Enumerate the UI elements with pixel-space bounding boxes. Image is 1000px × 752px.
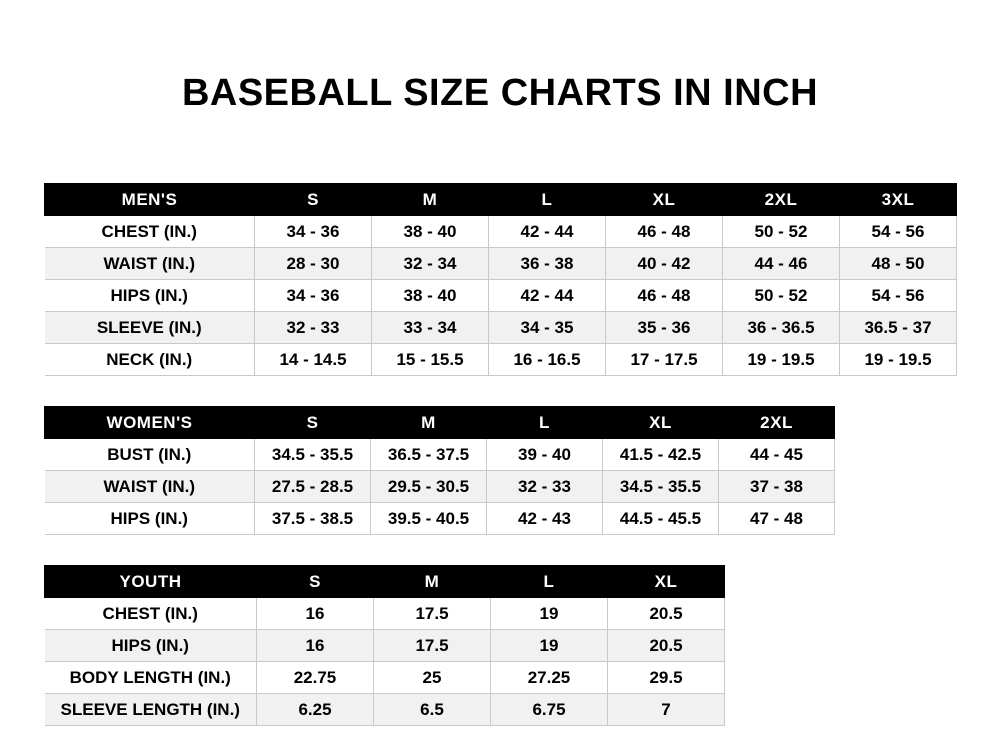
womens-header-2xl: 2XL xyxy=(719,407,835,439)
cell-value: 27.5 - 28.5 xyxy=(255,471,371,503)
mens-header-xl: XL xyxy=(606,184,723,216)
youth-header-xl: XL xyxy=(608,566,725,598)
cell-value: 34.5 - 35.5 xyxy=(255,439,371,471)
cell-value: 47 - 48 xyxy=(719,503,835,535)
table-row xyxy=(45,662,725,694)
row-label-sleeve-length: SLEEVE LENGTH (IN.) xyxy=(45,694,257,726)
row-label-waist: WAIST (IN.) xyxy=(45,248,255,280)
cell-value: 34 - 36 xyxy=(255,280,372,312)
youth-header-l: L xyxy=(491,566,608,598)
page-title: BASEBALL SIZE CHARTS IN INCH xyxy=(181,72,819,114)
cell-value: 19 xyxy=(491,630,608,662)
cell-value: 37 - 38 xyxy=(719,471,835,503)
womens-header-title: WOMEN'S xyxy=(45,407,255,439)
cell-value: 42 - 43 xyxy=(487,503,603,535)
table-row xyxy=(45,503,835,535)
table-row xyxy=(45,694,725,726)
cell-value: 38 - 40 xyxy=(372,280,489,312)
mens-size-table xyxy=(44,183,957,376)
cell-value: 39.5 - 40.5 xyxy=(371,503,487,535)
mens-header-l: L xyxy=(489,184,606,216)
cell-value: 16 - 16.5 xyxy=(489,344,606,376)
cell-value: 36.5 - 37 xyxy=(840,312,957,344)
cell-value: 32 - 33 xyxy=(487,471,603,503)
womens-size-table xyxy=(44,406,835,535)
cell-value: 39 - 40 xyxy=(487,439,603,471)
cell-value: 36 - 36.5 xyxy=(723,312,840,344)
cell-value: 17 - 17.5 xyxy=(606,344,723,376)
cell-value: 48 - 50 xyxy=(840,248,957,280)
cell-value: 50 - 52 xyxy=(723,280,840,312)
womens-header-l: L xyxy=(487,407,603,439)
cell-value: 32 - 34 xyxy=(372,248,489,280)
row-label-body-length: BODY LENGTH (IN.) xyxy=(45,662,257,694)
cell-value: 28 - 30 xyxy=(255,248,372,280)
cell-value: 6.5 xyxy=(374,694,491,726)
table-header-row xyxy=(45,184,957,216)
tables-container xyxy=(0,183,1000,726)
cell-value: 36 - 38 xyxy=(489,248,606,280)
youth-header-s: S xyxy=(257,566,374,598)
cell-value: 50 - 52 xyxy=(723,216,840,248)
row-label-neck: NECK (IN.) xyxy=(45,344,255,376)
cell-value: 22.75 xyxy=(257,662,374,694)
mens-header-title: MEN'S xyxy=(45,184,255,216)
cell-value: 17.5 xyxy=(374,630,491,662)
row-label-bust: BUST (IN.) xyxy=(45,439,255,471)
table-row xyxy=(45,280,957,312)
cell-value: 33 - 34 xyxy=(372,312,489,344)
cell-value: 42 - 44 xyxy=(489,216,606,248)
cell-value: 46 - 48 xyxy=(606,216,723,248)
table-row xyxy=(45,630,725,662)
cell-value: 34.5 - 35.5 xyxy=(603,471,719,503)
table-row xyxy=(45,312,957,344)
cell-value: 6.25 xyxy=(257,694,374,726)
cell-value: 35 - 36 xyxy=(606,312,723,344)
youth-size-table xyxy=(44,565,725,726)
cell-value: 29.5 xyxy=(608,662,725,694)
row-label-hips: HIPS (IN.) xyxy=(45,630,257,662)
cell-value: 54 - 56 xyxy=(840,216,957,248)
cell-value: 29.5 - 30.5 xyxy=(371,471,487,503)
womens-header-s: S xyxy=(255,407,371,439)
cell-value: 40 - 42 xyxy=(606,248,723,280)
row-label-sleeve: SLEEVE (IN.) xyxy=(45,312,255,344)
mens-header-s: S xyxy=(255,184,372,216)
table-row xyxy=(45,248,957,280)
cell-value: 34 - 35 xyxy=(489,312,606,344)
table-row xyxy=(45,598,725,630)
womens-header-m: M xyxy=(371,407,487,439)
cell-value: 42 - 44 xyxy=(489,280,606,312)
row-label-chest: CHEST (IN.) xyxy=(45,598,257,630)
cell-value: 17.5 xyxy=(374,598,491,630)
cell-value: 44 - 46 xyxy=(723,248,840,280)
table-row xyxy=(45,439,835,471)
table-header-row xyxy=(45,407,835,439)
row-label-waist: WAIST (IN.) xyxy=(45,471,255,503)
cell-value: 20.5 xyxy=(608,630,725,662)
mens-header-2xl: 2XL xyxy=(723,184,840,216)
cell-value: 41.5 - 42.5 xyxy=(603,439,719,471)
table-row xyxy=(45,344,957,376)
cell-value: 19 - 19.5 xyxy=(840,344,957,376)
cell-value: 16 xyxy=(257,598,374,630)
table-row xyxy=(45,216,957,248)
cell-value: 32 - 33 xyxy=(255,312,372,344)
mens-header-3xl: 3XL xyxy=(840,184,957,216)
cell-value: 27.25 xyxy=(491,662,608,694)
cell-value: 14 - 14.5 xyxy=(255,344,372,376)
cell-value: 44.5 - 45.5 xyxy=(603,503,719,535)
cell-value: 20.5 xyxy=(608,598,725,630)
cell-value: 34 - 36 xyxy=(255,216,372,248)
table-row xyxy=(45,471,835,503)
cell-value: 15 - 15.5 xyxy=(372,344,489,376)
cell-value: 46 - 48 xyxy=(606,280,723,312)
cell-value: 19 - 19.5 xyxy=(723,344,840,376)
youth-header-title: YOUTH xyxy=(45,566,257,598)
row-label-hips: HIPS (IN.) xyxy=(45,503,255,535)
row-label-hips: HIPS (IN.) xyxy=(45,280,255,312)
cell-value: 16 xyxy=(257,630,374,662)
cell-value: 38 - 40 xyxy=(372,216,489,248)
youth-header-m: M xyxy=(374,566,491,598)
cell-value: 37.5 - 38.5 xyxy=(255,503,371,535)
table-header-row xyxy=(45,566,725,598)
row-label-chest: CHEST (IN.) xyxy=(45,216,255,248)
cell-value: 44 - 45 xyxy=(719,439,835,471)
cell-value: 19 xyxy=(491,598,608,630)
cell-value: 7 xyxy=(608,694,725,726)
womens-header-xl: XL xyxy=(603,407,719,439)
cell-value: 54 - 56 xyxy=(840,280,957,312)
mens-header-m: M xyxy=(372,184,489,216)
cell-value: 6.75 xyxy=(491,694,608,726)
cell-value: 36.5 - 37.5 xyxy=(371,439,487,471)
cell-value: 25 xyxy=(374,662,491,694)
